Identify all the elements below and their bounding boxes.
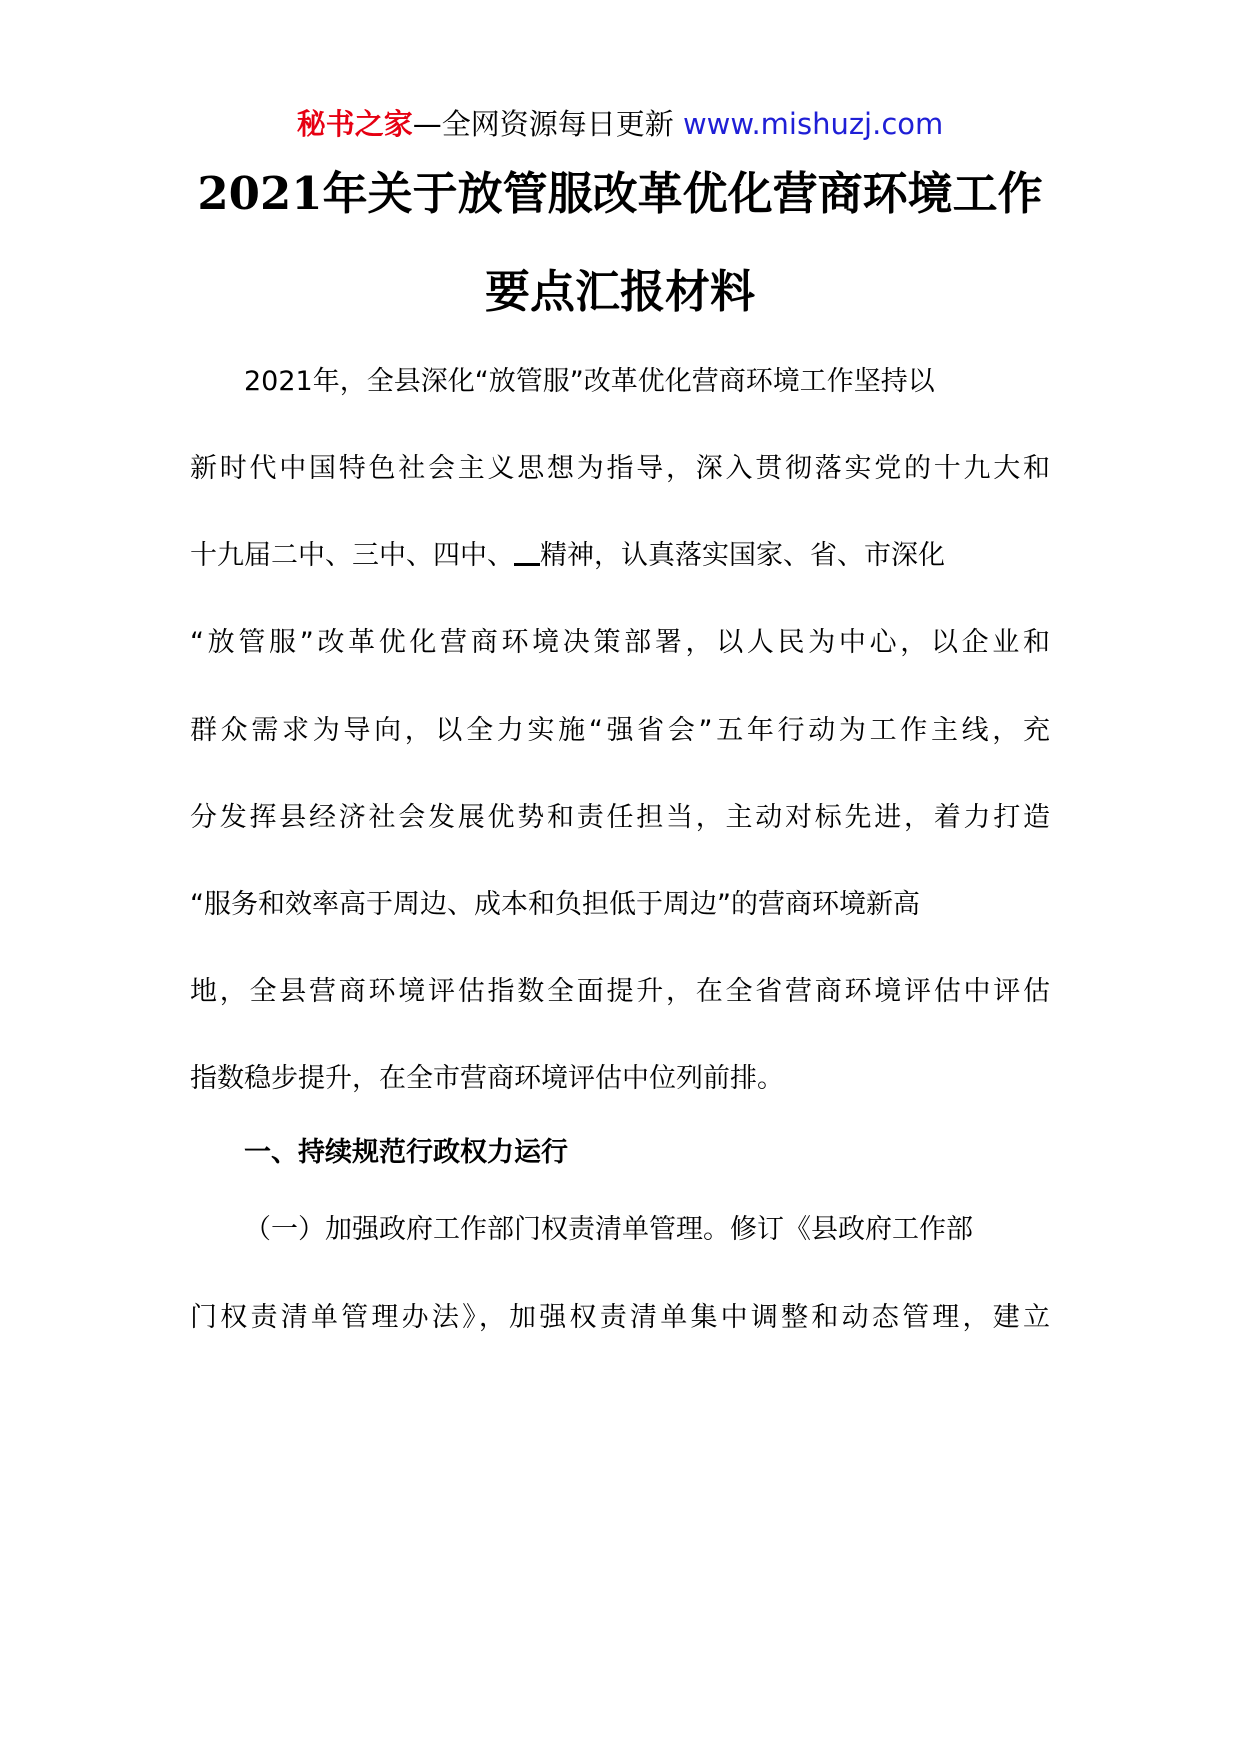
redacted-blank bbox=[514, 539, 540, 566]
banner-url-link[interactable]: www.mishuzj.com bbox=[682, 107, 944, 141]
paragraph-text: 精神，认真落实国家、省、市深化 bbox=[540, 540, 945, 571]
paragraph-line: “服务和效率高于周边、成本和负担低于周边”的营商环境新高 bbox=[190, 889, 920, 920]
paragraph-line: “放管服”改革优化营商环境决策部署，以人民为中心，以企业和 bbox=[190, 627, 1050, 658]
paragraph-line: 指数稳步提升，在全市营商环境评估中位列前排。 bbox=[190, 1063, 784, 1094]
paragraph-line: 分发挥县经济社会发展优势和责任担当，主动对标先进，着力打造 bbox=[190, 802, 1050, 833]
banner-brand: 秘书之家 bbox=[296, 107, 413, 141]
paragraph-text: 十九届二中、三中、四中、 bbox=[190, 540, 514, 571]
document-title-line-1: 2021年关于放管服改革优化营商环境工作 bbox=[197, 167, 1043, 220]
paragraph-line: （一）加强政府工作部门权责清单管理。修订《县政府工作部 bbox=[244, 1214, 973, 1245]
section-heading: 一、持续规范行政权力运行 bbox=[244, 1137, 568, 1168]
document-title-line-2: 要点汇报材料 bbox=[484, 265, 755, 318]
paragraph-line: 新时代中国特色社会主义思想为指导，深入贯彻落实党的十九大和 bbox=[190, 453, 1050, 484]
banner-tagline: —全网资源每日更新 bbox=[412, 107, 674, 141]
paragraph-line: 地，全县营商环境评估指数全面提升，在全省营商环境评估中评估 bbox=[190, 976, 1050, 1007]
paragraph-line: 门权责清单管理办法》，加强权责清单集中调整和动态管理，建立 bbox=[190, 1302, 1050, 1333]
paragraph-line: 群众需求为导向，以全力实施“强省会”五年行动为工作主线，充 bbox=[190, 715, 1050, 746]
paragraph-line: 2021年，全县深化“放管服”改革优化营商环境工作坚持以 bbox=[244, 366, 935, 397]
site-banner bbox=[0, 104, 1240, 144]
paragraph-line bbox=[190, 536, 1050, 576]
